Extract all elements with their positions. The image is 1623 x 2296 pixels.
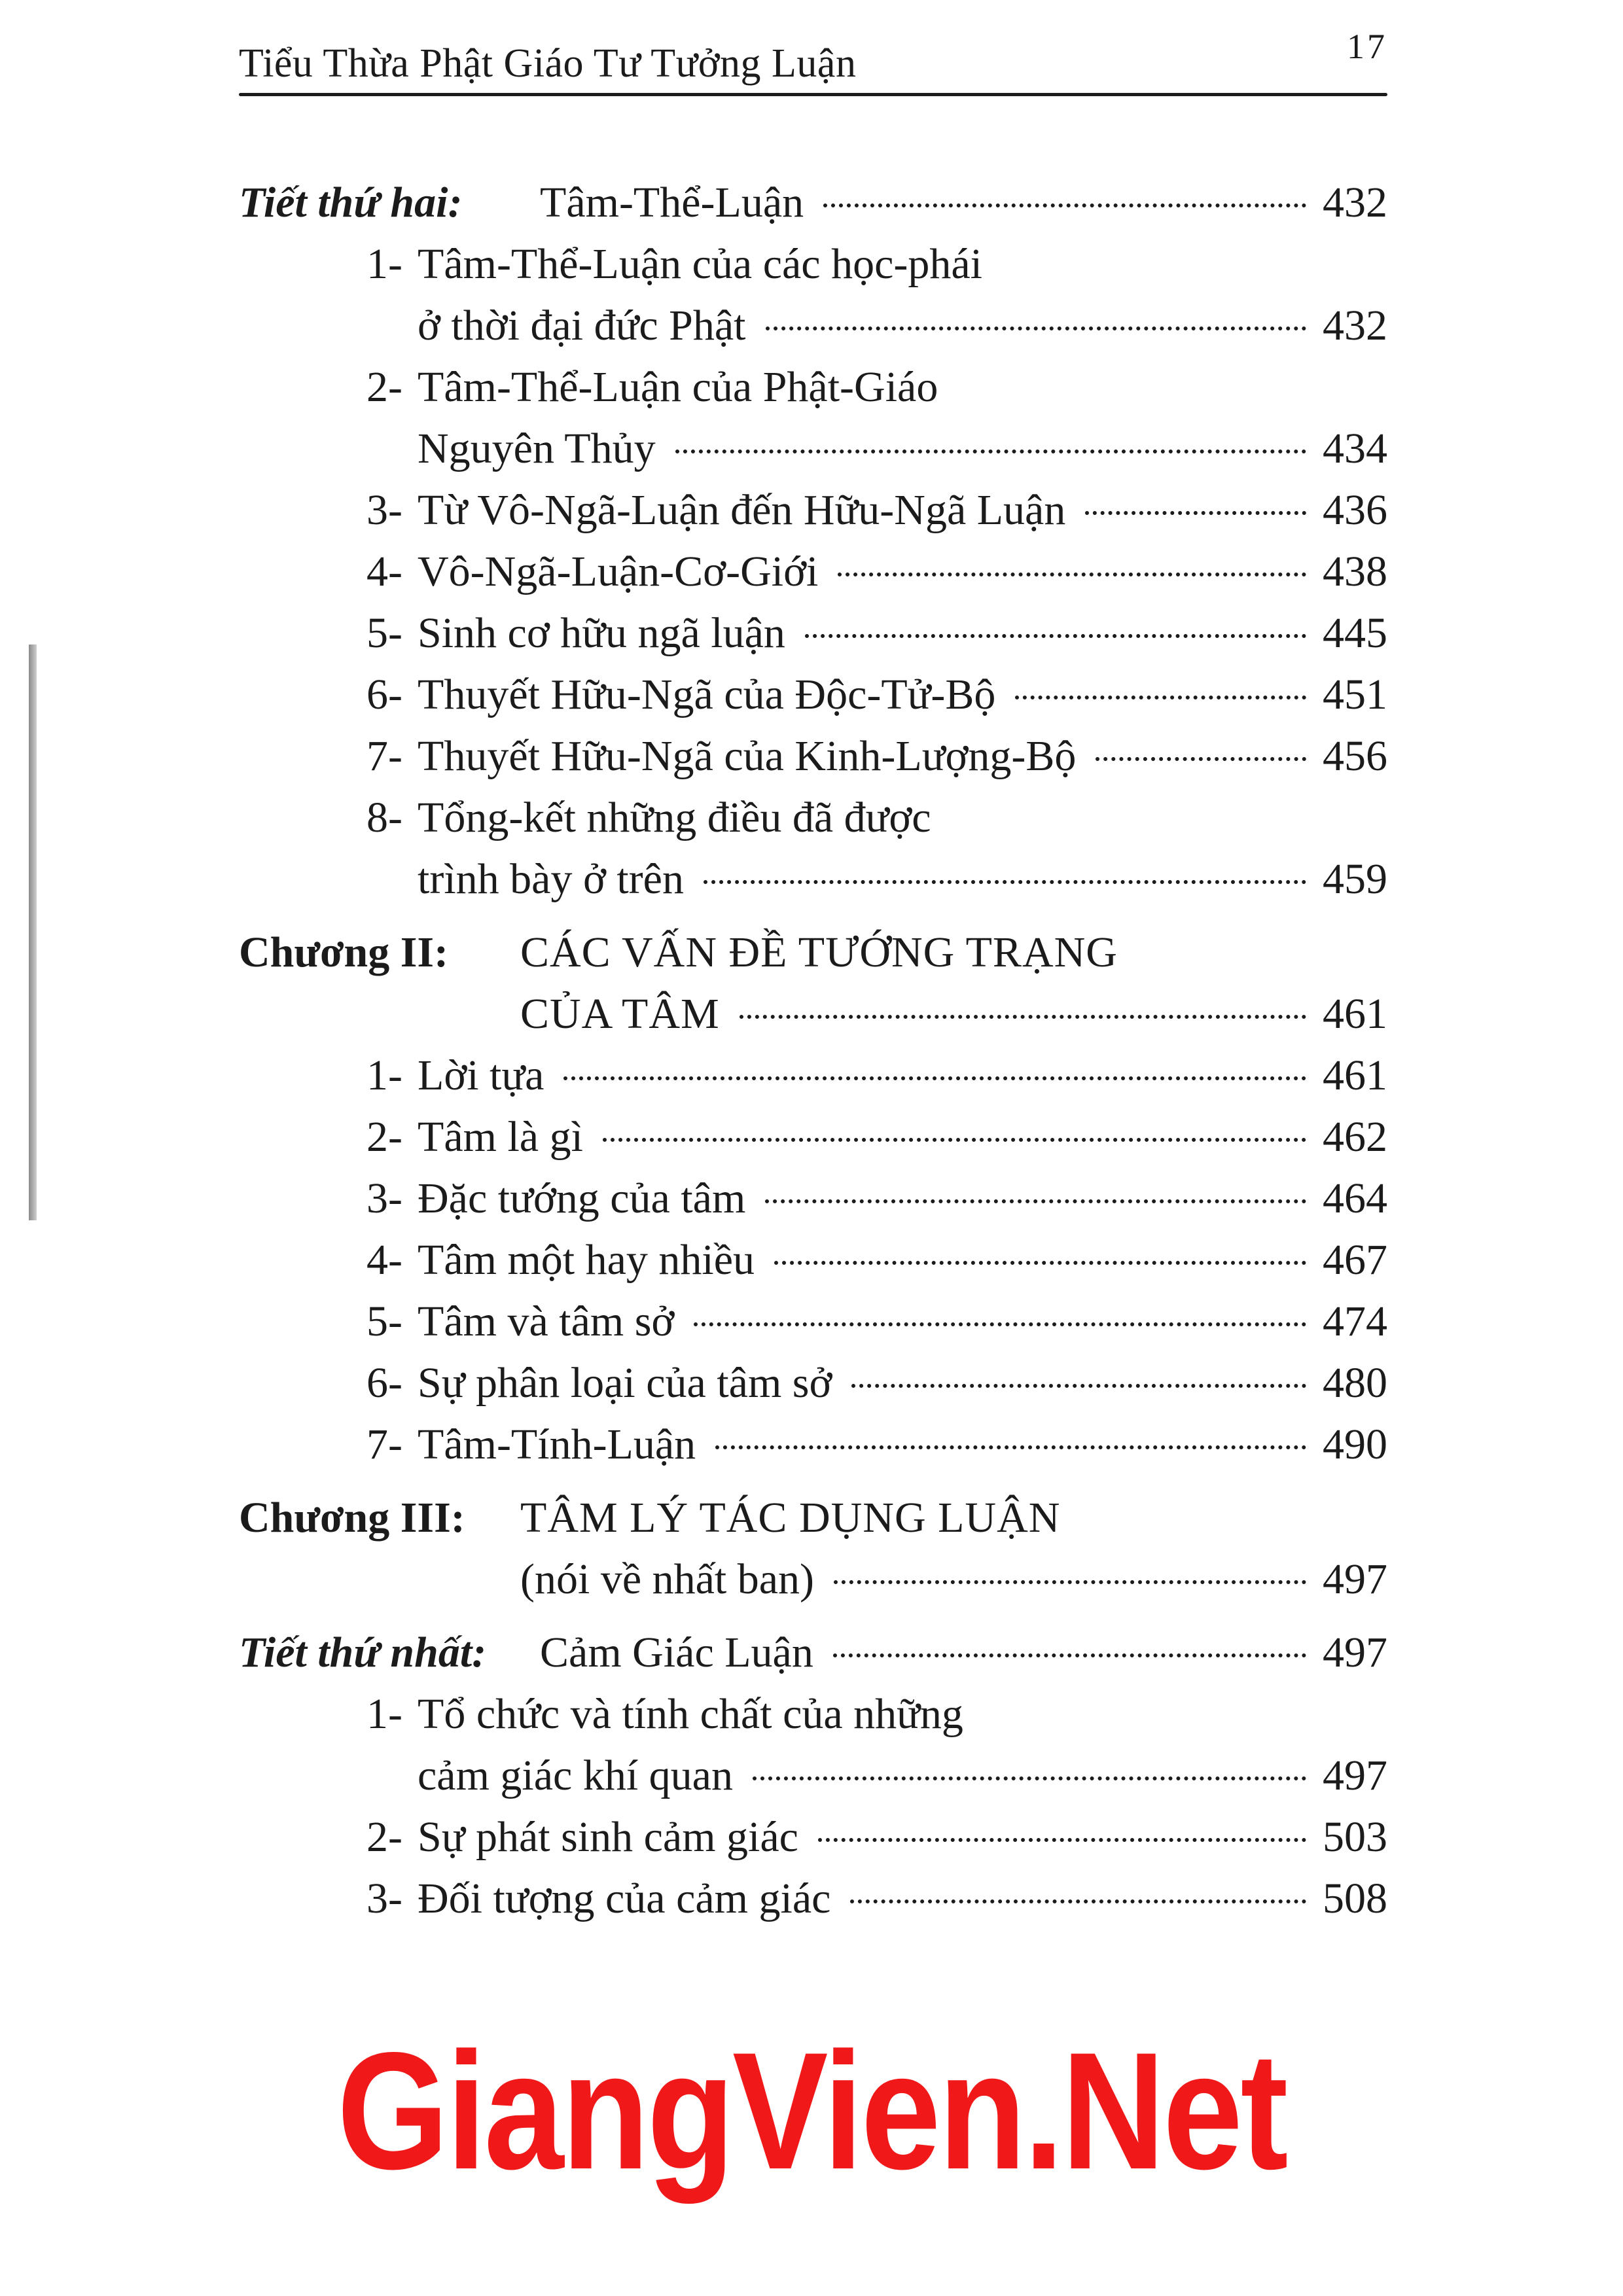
running-head	[239, 26, 1387, 97]
item-number: 3-	[366, 486, 402, 534]
page-number: 497	[1323, 1555, 1387, 1603]
item-title: Vô-Ngã-Luận-Cơ-Giới	[418, 548, 819, 595]
item-number: 1-	[366, 1690, 402, 1738]
dot-leader	[753, 1776, 1306, 1780]
chapter-label: Chương II:	[239, 928, 449, 976]
item-title: Đối tượng của cảm giác	[418, 1875, 831, 1922]
toc-item[interactable]	[239, 664, 1387, 726]
item-number: 1-	[366, 240, 402, 288]
page-number: 434	[1323, 425, 1387, 472]
chapter-title: TÂM LÝ TÁC DỤNG LUẬN	[520, 1494, 1061, 1542]
toc-item[interactable]	[239, 1807, 1387, 1868]
dot-leader	[694, 1322, 1306, 1326]
running-head-title: Tiểu Thừa Phật Giáo Tư Tưởng Luận	[239, 41, 857, 86]
item-number: 5-	[366, 609, 402, 657]
page-number: 461	[1323, 990, 1387, 1038]
dot-leader	[851, 1384, 1306, 1388]
dot-leader	[603, 1138, 1306, 1142]
item-number: 4-	[366, 548, 402, 595]
toc-section-heading[interactable]	[239, 172, 1387, 234]
toc-item[interactable]	[239, 1414, 1387, 1475]
chapter-label: Chương III:	[239, 1494, 465, 1542]
dot-leader	[715, 1445, 1306, 1449]
dot-leader	[818, 1838, 1306, 1842]
item-number: 8-	[366, 794, 402, 841]
dot-leader	[823, 203, 1306, 207]
section-title: Tâm-Thể-Luận	[540, 179, 804, 226]
item-title: Sự phân loại của tâm sở	[418, 1359, 832, 1407]
dot-leader	[563, 1076, 1306, 1080]
item-title-continued: trình bày ở trên	[418, 855, 684, 903]
chapter-title-continued: CỦA TÂM	[520, 990, 720, 1038]
page-number: 503	[1323, 1813, 1387, 1861]
toc-item[interactable]	[239, 357, 1387, 480]
item-title: Lời tựa	[418, 1051, 544, 1099]
dot-leader	[833, 1653, 1306, 1657]
toc-item[interactable]	[239, 787, 1387, 910]
toc-item[interactable]	[239, 234, 1387, 357]
table-of-contents	[239, 172, 1387, 1930]
item-title: Tổ chức và tính chất của những	[418, 1690, 963, 1738]
item-number: 5-	[366, 1298, 402, 1345]
watermark-logo: GiangVien.Net	[336, 2018, 1287, 2204]
dot-leader	[1085, 511, 1306, 515]
item-title-continued: Nguyên Thủy	[418, 425, 656, 472]
toc-item[interactable]	[239, 1106, 1387, 1168]
page-number: 480	[1323, 1359, 1387, 1407]
item-number: 2-	[366, 363, 402, 411]
item-title-continued: ở thời đại đức Phật	[418, 302, 746, 349]
page-number: 497	[1323, 1752, 1387, 1799]
item-title: Tổng-kết những điều đã được	[418, 794, 931, 841]
page-number: 432	[1323, 302, 1387, 349]
dot-leader	[805, 634, 1306, 638]
section-label: Tiết thứ hai:	[239, 179, 463, 226]
page-number: 445	[1323, 609, 1387, 657]
item-title: Từ Vô-Ngã-Luận đến Hữu-Ngã Luận	[418, 486, 1066, 534]
item-title: Tâm và tâm sở	[418, 1298, 675, 1345]
item-number: 4-	[366, 1236, 402, 1284]
toc-item[interactable]	[239, 1868, 1387, 1930]
page-number: 467	[1323, 1236, 1387, 1284]
page-number: 438	[1323, 548, 1387, 595]
item-title: Tâm là gì	[418, 1113, 583, 1161]
book-page	[239, 26, 1387, 1930]
dot-leader	[834, 1580, 1306, 1584]
chapter-subtitle: (nói về nhất ban)	[520, 1555, 815, 1603]
dot-leader	[850, 1899, 1306, 1903]
item-number: 1-	[366, 1051, 402, 1099]
item-title: Thuyết Hữu-Ngã của Kinh-Lượng-Bộ	[418, 732, 1077, 780]
page-number: 490	[1323, 1421, 1387, 1468]
item-number: 3-	[366, 1875, 402, 1922]
chapter-title: CÁC VẤN ĐỀ TƯỚNG TRẠNG	[520, 928, 1118, 976]
page-number: 451	[1323, 671, 1387, 718]
toc-item[interactable]	[239, 1168, 1387, 1229]
item-title: Thuyết Hữu-Ngã của Độc-Tử-Bộ	[418, 671, 996, 718]
toc-item[interactable]	[239, 480, 1387, 541]
toc-item[interactable]	[239, 726, 1387, 787]
item-title: Sinh cơ hữu ngã luận	[418, 609, 785, 657]
toc-item[interactable]	[239, 1291, 1387, 1352]
scan-shadow-edge	[29, 645, 37, 1220]
item-number: 7-	[366, 732, 402, 780]
item-number: 3-	[366, 1174, 402, 1222]
page-number: 508	[1323, 1875, 1387, 1922]
dot-leader	[765, 1199, 1306, 1203]
toc-item[interactable]	[239, 541, 1387, 603]
toc-section-heading[interactable]	[239, 1622, 1387, 1684]
toc-item[interactable]	[239, 1684, 1387, 1807]
toc-chapter-heading[interactable]	[239, 1487, 1387, 1610]
section-label: Tiết thứ nhất:	[239, 1629, 487, 1676]
page-number: 497	[1323, 1629, 1387, 1676]
page-number: 456	[1323, 732, 1387, 780]
item-number: 2-	[366, 1813, 402, 1861]
toc-item[interactable]	[239, 603, 1387, 664]
section-title: Cảm Giác Luận	[540, 1629, 813, 1676]
item-title: Tâm-Thể-Luận của Phật-Giáo	[418, 363, 938, 411]
item-number: 6-	[366, 671, 402, 718]
dot-leader	[1015, 696, 1306, 699]
item-title-continued: cảm giác khí quan	[418, 1752, 733, 1799]
item-title: Tâm-Thể-Luận của các học-phái	[418, 240, 982, 288]
item-title: Đặc tướng của tâm	[418, 1174, 746, 1222]
item-title: Tâm một hay nhiều	[418, 1236, 755, 1284]
page-number: 462	[1323, 1113, 1387, 1161]
toc-item[interactable]	[239, 1045, 1387, 1106]
toc-item[interactable]	[239, 1352, 1387, 1414]
toc-item[interactable]	[239, 1229, 1387, 1291]
page-number: 436	[1323, 486, 1387, 534]
page-number: 474	[1323, 1298, 1387, 1345]
dot-leader	[1096, 757, 1306, 761]
running-head-rule	[239, 93, 1387, 96]
item-number: 7-	[366, 1421, 402, 1468]
page-number: 464	[1323, 1174, 1387, 1222]
dot-leader	[675, 450, 1306, 453]
item-title: Tâm-Tính-Luận	[418, 1421, 696, 1468]
dot-leader	[774, 1261, 1306, 1265]
item-number: 6-	[366, 1359, 402, 1407]
dot-leader	[704, 880, 1306, 884]
toc-chapter-heading[interactable]	[239, 922, 1387, 1045]
dot-leader	[766, 327, 1306, 330]
item-number: 2-	[366, 1113, 402, 1161]
dot-leader	[838, 573, 1306, 576]
running-head-page-number: 17	[1347, 27, 1387, 66]
item-title: Sự phát sinh cảm giác	[418, 1813, 798, 1861]
page-number: 461	[1323, 1051, 1387, 1099]
page-number: 459	[1323, 855, 1387, 903]
page-number: 432	[1323, 179, 1387, 226]
dot-leader	[740, 1015, 1306, 1019]
